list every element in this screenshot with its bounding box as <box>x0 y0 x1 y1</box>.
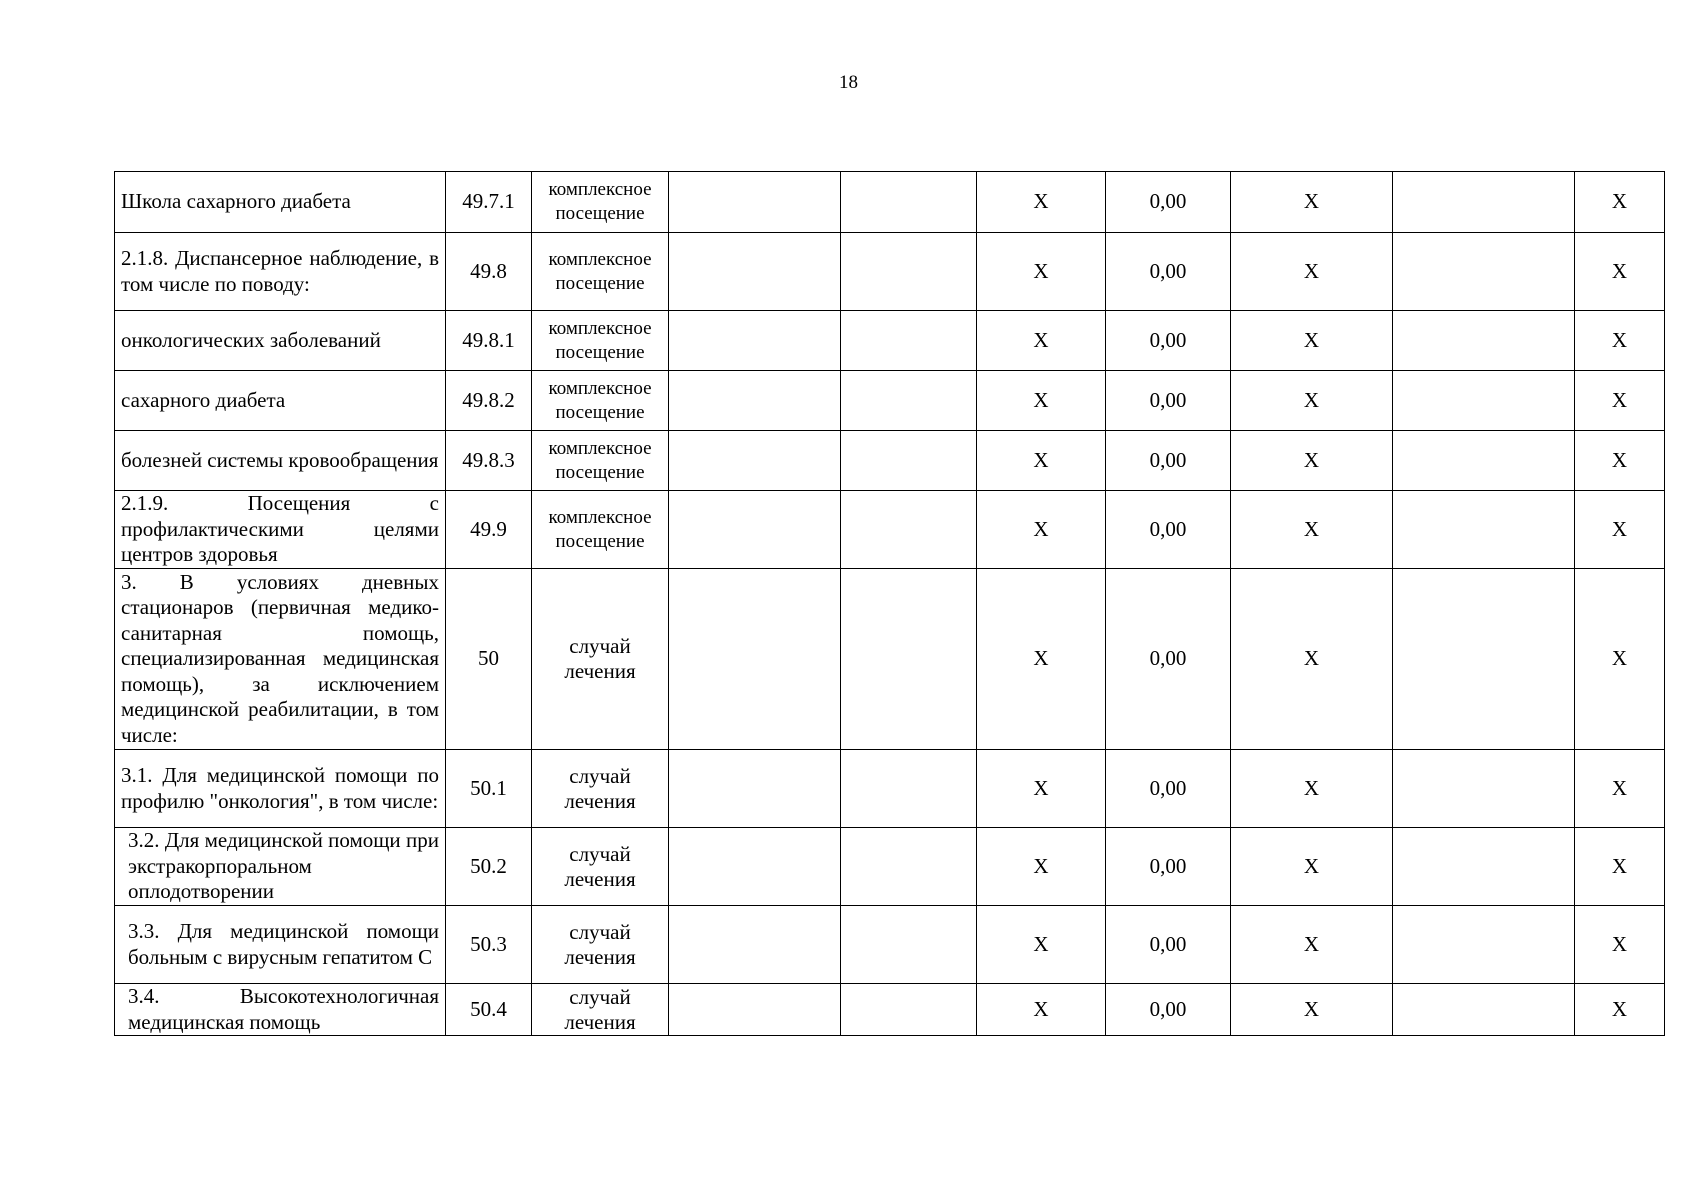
x-mark: Х <box>1231 172 1393 233</box>
row-value: 0,00 <box>1106 311 1231 371</box>
row-name: болезней системы кровообращения <box>115 431 446 491</box>
x-mark: Х <box>1575 828 1665 906</box>
row-value: 0,00 <box>1106 371 1231 431</box>
x-mark: Х <box>1575 311 1665 371</box>
row-code: 50 <box>446 569 532 750</box>
row-name: сахарного диабета <box>115 371 446 431</box>
empty-cell <box>841 371 977 431</box>
table-row <box>115 311 1665 371</box>
empty-cell <box>841 984 977 1036</box>
empty-cell <box>841 431 977 491</box>
x-mark: Х <box>977 750 1106 828</box>
x-mark: Х <box>1231 828 1393 906</box>
x-mark: Х <box>1575 984 1665 1036</box>
empty-cell <box>669 233 841 311</box>
empty-cell <box>669 311 841 371</box>
empty-cell <box>1393 828 1575 906</box>
empty-cell <box>1393 233 1575 311</box>
row-code: 49.8.1 <box>446 311 532 371</box>
x-mark: Х <box>1575 491 1665 569</box>
x-mark: Х <box>1575 906 1665 984</box>
x-mark: Х <box>1231 491 1393 569</box>
row-value: 0,00 <box>1106 828 1231 906</box>
row-code: 49.8.3 <box>446 431 532 491</box>
row-code: 49.9 <box>446 491 532 569</box>
row-value: 0,00 <box>1106 431 1231 491</box>
row-code: 50.3 <box>446 906 532 984</box>
row-unit: случай лечения <box>532 750 669 828</box>
x-mark: Х <box>977 233 1106 311</box>
row-unit: комплексное посещение <box>532 371 669 431</box>
row-unit: комплексное посещение <box>532 431 669 491</box>
empty-cell <box>669 569 841 750</box>
x-mark: Х <box>977 431 1106 491</box>
empty-cell <box>1393 750 1575 828</box>
table-row <box>115 750 1665 828</box>
x-mark: Х <box>1231 233 1393 311</box>
x-mark: Х <box>977 828 1106 906</box>
row-value: 0,00 <box>1106 984 1231 1036</box>
row-name: 2.1.9. Посещения с профилактическими целями центров здоровья <box>115 491 446 569</box>
row-name: 3.1. Для медицинской помощи по профилю "онкология", в том числе: <box>115 750 446 828</box>
empty-cell <box>841 311 977 371</box>
data-table <box>114 171 1665 1036</box>
table-row <box>115 431 1665 491</box>
row-unit: комплексное посещение <box>532 172 669 233</box>
empty-cell <box>1393 311 1575 371</box>
x-mark: Х <box>1231 984 1393 1036</box>
empty-cell <box>669 371 841 431</box>
table-row <box>115 233 1665 311</box>
empty-cell <box>841 491 977 569</box>
x-mark: Х <box>1231 906 1393 984</box>
table-row <box>115 172 1665 233</box>
row-name: 2.1.8. Диспансерное наблюдение, в том числе по поводу: <box>115 233 446 311</box>
empty-cell <box>1393 984 1575 1036</box>
row-code: 49.8 <box>446 233 532 311</box>
row-code: 50.2 <box>446 828 532 906</box>
empty-cell <box>669 984 841 1036</box>
table-row <box>115 906 1665 984</box>
empty-cell <box>669 172 841 233</box>
x-mark: Х <box>1575 431 1665 491</box>
row-value: 0,00 <box>1106 172 1231 233</box>
x-mark: Х <box>1575 569 1665 750</box>
x-mark: Х <box>1231 750 1393 828</box>
row-code: 49.7.1 <box>446 172 532 233</box>
x-mark: Х <box>1231 431 1393 491</box>
empty-cell <box>841 569 977 750</box>
x-mark: Х <box>977 569 1106 750</box>
row-name: 3.2. Для медицинской помощи при экстракорпоральном оплодотворении <box>115 828 446 906</box>
x-mark: Х <box>1231 371 1393 431</box>
row-unit: комплексное посещение <box>532 491 669 569</box>
row-unit: случай лечения <box>532 906 669 984</box>
x-mark: Х <box>977 371 1106 431</box>
empty-cell <box>669 491 841 569</box>
row-unit: случай лечения <box>532 828 669 906</box>
empty-cell <box>841 172 977 233</box>
row-code: 50.4 <box>446 984 532 1036</box>
row-value: 0,00 <box>1106 750 1231 828</box>
empty-cell <box>669 906 841 984</box>
table-row <box>115 371 1665 431</box>
x-mark: Х <box>977 172 1106 233</box>
row-unit: комплексное посещение <box>532 311 669 371</box>
table-row <box>115 984 1665 1036</box>
row-name: 3. В условиях дневных стационаров (первичная медико-санитарная помощь, специализированная медицинская помощь), за исключением медицинской реабилитации, в том числе: <box>115 569 446 750</box>
x-mark: Х <box>977 984 1106 1036</box>
page-number: 18 <box>839 72 858 93</box>
empty-cell <box>1393 491 1575 569</box>
table-row <box>115 828 1665 906</box>
row-name: онкологических заболеваний <box>115 311 446 371</box>
row-unit: случай лечения <box>532 569 669 750</box>
x-mark: Х <box>1231 569 1393 750</box>
row-name: Школа сахарного диабета <box>115 172 446 233</box>
empty-cell <box>841 233 977 311</box>
empty-cell <box>669 431 841 491</box>
row-name: 3.3. Для медицинской помощи больным с вирусным гепатитом С <box>115 906 446 984</box>
row-value: 0,00 <box>1106 569 1231 750</box>
x-mark: Х <box>977 906 1106 984</box>
x-mark: Х <box>977 311 1106 371</box>
x-mark: Х <box>1575 750 1665 828</box>
row-name: 3.4. Высокотехнологичная медицинская помощь <box>115 984 446 1036</box>
empty-cell <box>841 750 977 828</box>
x-mark: Х <box>1575 233 1665 311</box>
empty-cell <box>841 906 977 984</box>
x-mark: Х <box>1231 311 1393 371</box>
empty-cell <box>1393 906 1575 984</box>
empty-cell <box>669 750 841 828</box>
empty-cell <box>669 828 841 906</box>
table-row <box>115 569 1665 750</box>
empty-cell <box>1393 172 1575 233</box>
row-value: 0,00 <box>1106 906 1231 984</box>
row-code: 50.1 <box>446 750 532 828</box>
row-value: 0,00 <box>1106 233 1231 311</box>
row-code: 49.8.2 <box>446 371 532 431</box>
x-mark: Х <box>1575 172 1665 233</box>
table-row <box>115 491 1665 569</box>
row-unit: комплексное посещение <box>532 233 669 311</box>
row-value: 0,00 <box>1106 491 1231 569</box>
row-unit: случай лечения <box>532 984 669 1036</box>
empty-cell <box>841 828 977 906</box>
x-mark: Х <box>1575 371 1665 431</box>
empty-cell <box>1393 371 1575 431</box>
empty-cell <box>1393 431 1575 491</box>
empty-cell <box>1393 569 1575 750</box>
x-mark: Х <box>977 491 1106 569</box>
